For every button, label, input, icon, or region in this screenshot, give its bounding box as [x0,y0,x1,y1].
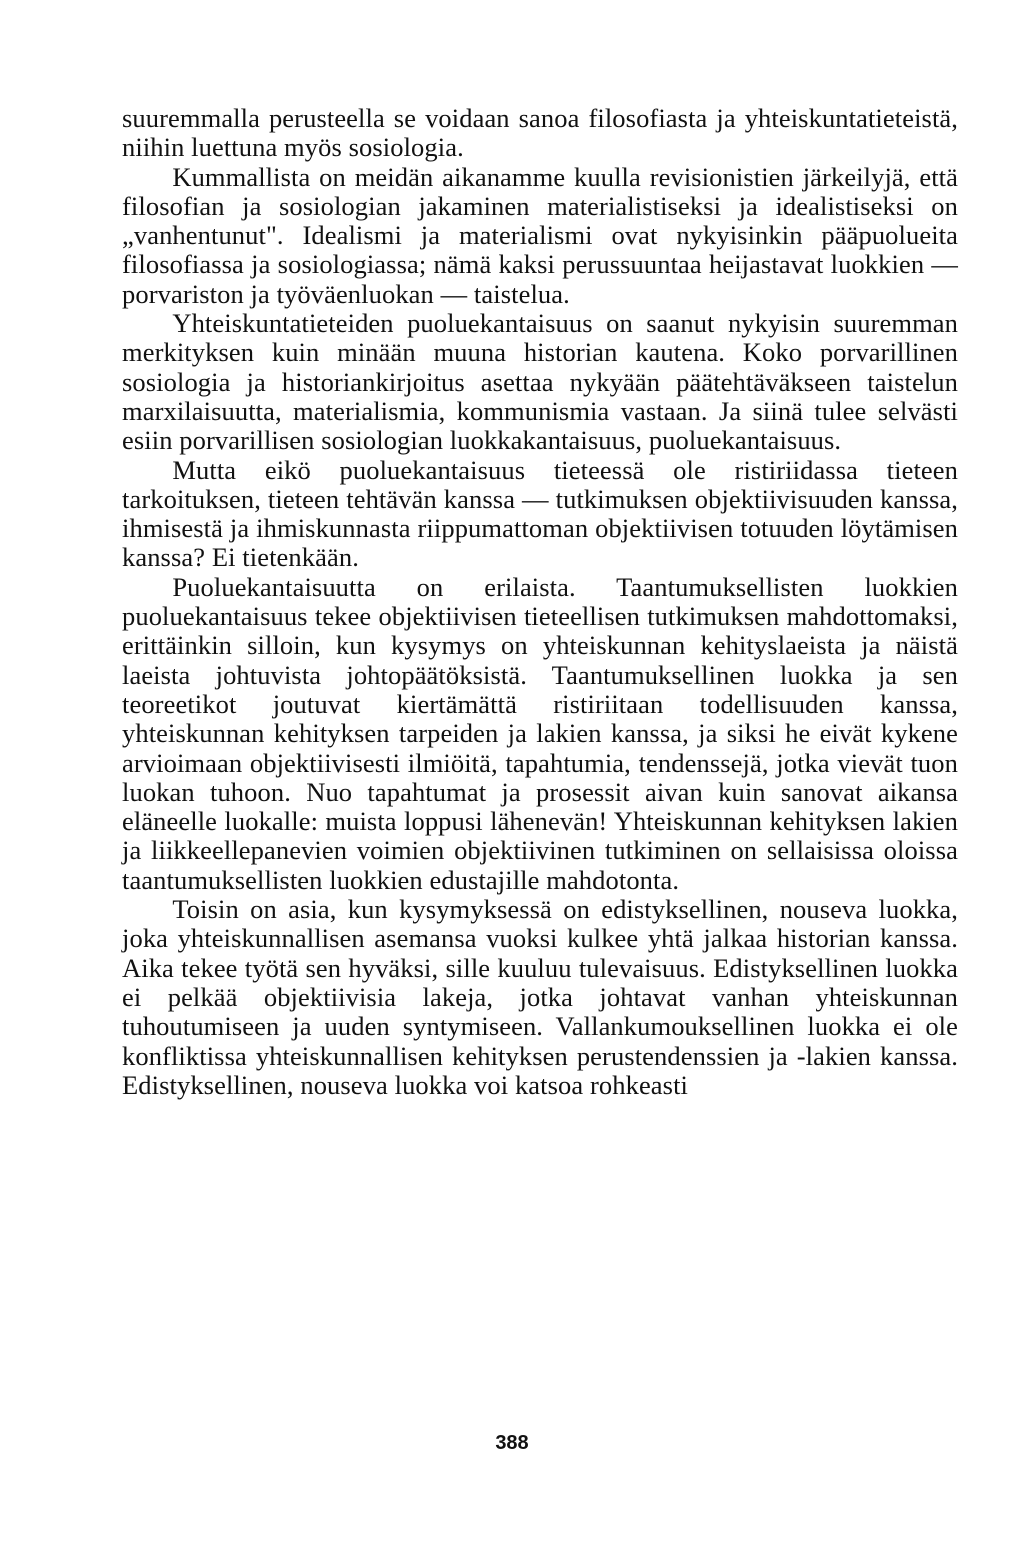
paragraph: Yhteiskuntatieteiden puoluekantaisuus on saanut nykyisin suuremman merkityksen kuin minään muuna historian kautena. Koko porvarillinen sosiologia ja historiankirjoitus asettaa nykyään päätehtäväkseen taistelun marxilaisuutta, materialismia, kommunismia vastaan. Ja siinä tulee selvästi esiin porvarillisen sosiologian luokkakantaisuus, puoluekantaisuus. [122,308,958,456]
paragraph: Mutta eikö puoluekantaisuus tieteessä ole ristiriidassa tieteen tarkoituksen, tieteen tehtävän kanssa — tutkimuksen objektiivisuuden kanssa, ihmisestä ja ihmiskunnasta riippumattoman objektiivisen totuuden löytämisen kanssa? Ei tietenkään. [122,454,958,573]
paragraph: Puoluekantaisuutta on erilaista. Taantumuksellisten luokkien puoluekantaisuus tekee objektiivisen tieteellisen tutkimuksen mahdottomaksi, erittäinkin silloin, kun kysymys on yhteiskunnan kehityslaeista ja näistä laeista johtuvista johtopäätöksistä. Taantumuksellinen luokka ja sen teoreetikot joutuvat kiertämättä ristiriitaan todellisuuden kanssa, yhteiskunnan kehityksen tarpeiden ja lakien kanssa, ja siksi he eivät kykene arvioimaan objektiivisesti ilmiöitä, tapahtumia, tendenssejä, jotka vievät tuon luokan tuhoon. Nuo tapahtumat ja prosessit aivan kuin sanovat aikansa eläneelle luokalle: muista loppusi lähenevän! Yhteiskunnan kehityksen lakien ja liikkeellepanevien voimien objektiivinen tutkiminen on sellaisissa oloissa taantumuksellisten luokkien edustajille mahdotonta. [122,571,958,895]
page-number: 388 [495,1432,529,1454]
paragraph-continuation: suuremmalla perusteella se voidaan sanoa filosofiasta ja yhteiskuntatieteistä, niihin luettuna myös sosiologia. [122,103,958,163]
paragraph: Toisin on asia, kun kysymyksessä on edistyksellinen, nouseva luokka, joka yhteiskunnallisen asemansa vuoksi kulkee yhtä jalkaa historian kanssa. Aika tekee työtä sen hyväksi, sille kuuluu tulevaisuus. Edistyksellinen luokka ei pelkää objektiivisia lakeja, jotka johtavat vanhan yhteiskunnan tuhoutumiseen ja uuden syntymiseen. Vallankumouksellinen luokka ei ole konfliktissa yhteiskunnallisen kehityksen perustendenssien ja -lakien kanssa. Edistyksellinen, nouseva luokka voi katsoa rohkeasti [122,894,958,1100]
paragraph: Kummallista on meidän aikanamme kuulla revisionistien järkeilyjä, että filosofian ja sosiologian jakaminen materialistiseksi ja idealistiseksi on „vanhentunut". Idealismi ja materialismi ovat nykyisinkin pääpuolueita filosofiassa ja sosiologiassa; nämä kaksi perussuuntaa heijastavat luokkien — porvariston ja työväenluokan — taistelua. [122,161,958,309]
body-text [122,104,958,1100]
